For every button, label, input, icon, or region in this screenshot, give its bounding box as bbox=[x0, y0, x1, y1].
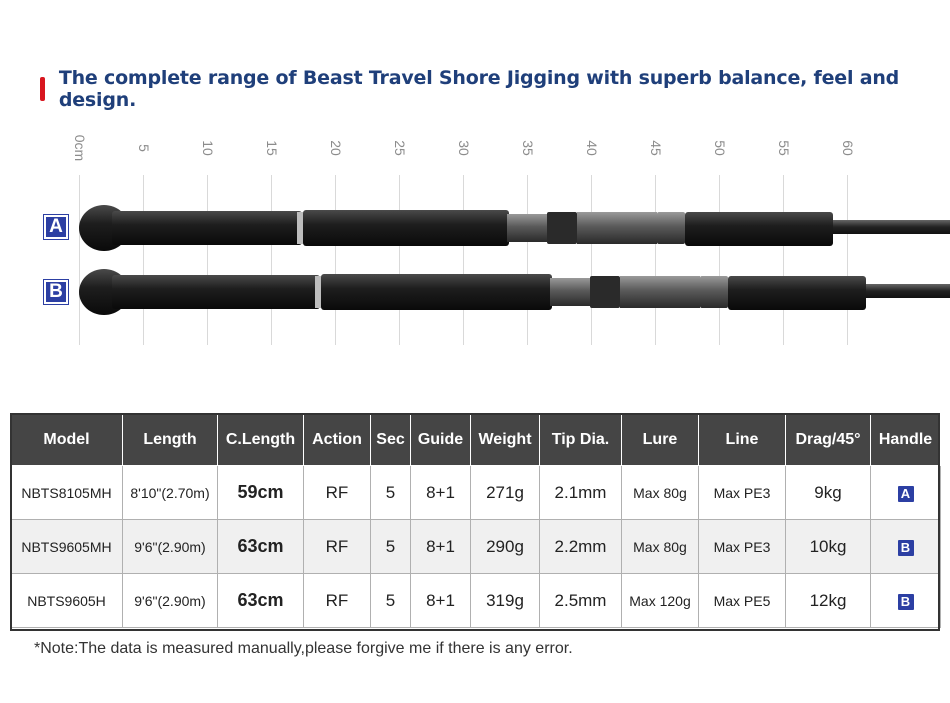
handle-badge: B bbox=[898, 594, 914, 610]
reel-seat-trigger bbox=[657, 212, 685, 244]
table-row bbox=[11, 574, 941, 628]
footnote: *Note:The data is measured manually,please forgive me if there is any error. bbox=[34, 640, 573, 657]
reel-seat-hood bbox=[577, 212, 657, 244]
rear-grip bbox=[112, 275, 320, 309]
cell-action: RF bbox=[304, 466, 371, 520]
cell-handle bbox=[871, 574, 941, 628]
mid-grip bbox=[321, 274, 552, 310]
ruler-tick: 35 bbox=[519, 140, 536, 156]
spec-table bbox=[10, 413, 941, 628]
rod-a-image bbox=[0, 200, 950, 256]
reel-seat-trigger bbox=[700, 276, 728, 308]
header-sec: Sec bbox=[371, 414, 411, 466]
handle-badge: B bbox=[898, 540, 914, 556]
cell-drag: 10kg bbox=[786, 520, 871, 574]
headline-text: The complete range of Beast Travel Shore Jigging with superb balance, feel and design. bbox=[58, 67, 900, 111]
ruler-tick: 0cm bbox=[71, 134, 88, 162]
mid-grip bbox=[303, 210, 509, 246]
cell-line: Max PE3 bbox=[699, 466, 786, 520]
cell-clength: 63cm bbox=[218, 520, 304, 574]
rear-grip bbox=[112, 211, 302, 245]
headline-accent-bar bbox=[40, 77, 45, 101]
cell-clength: 59cm bbox=[218, 466, 304, 520]
header-model: Model bbox=[11, 414, 123, 466]
cell-tip: 2.1mm bbox=[540, 466, 622, 520]
table-row bbox=[11, 466, 941, 520]
cell-weight: 290g bbox=[471, 520, 540, 574]
header-drag: Drag/45° bbox=[786, 414, 871, 466]
cell-model: NBTS8105MH bbox=[11, 466, 123, 520]
headline bbox=[40, 67, 950, 111]
rod-b-image bbox=[0, 264, 950, 320]
reel-seat bbox=[507, 214, 547, 242]
cell-length: 9'6"(2.90m) bbox=[123, 574, 218, 628]
ruler-tick: 30 bbox=[455, 140, 472, 156]
cell-line: Max PE3 bbox=[699, 520, 786, 574]
cell-action: RF bbox=[304, 574, 371, 628]
cell-clength: 63cm bbox=[218, 574, 304, 628]
reel-seat-nut bbox=[547, 212, 577, 244]
header-clength: C.Length bbox=[218, 414, 304, 466]
cell-model: NBTS9605MH bbox=[11, 520, 123, 574]
ruler-tick: 60 bbox=[839, 140, 856, 156]
header-lure: Lure bbox=[622, 414, 699, 466]
cell-guide: 8+1 bbox=[411, 520, 471, 574]
cell-guide: 8+1 bbox=[411, 574, 471, 628]
ruler-tick: 55 bbox=[775, 140, 792, 156]
cell-tip: 2.2mm bbox=[540, 520, 622, 574]
header-tip: Tip Dia. bbox=[540, 414, 622, 466]
grip-ring bbox=[297, 212, 303, 244]
cell-action: RF bbox=[304, 520, 371, 574]
cell-line: Max PE5 bbox=[699, 574, 786, 628]
fore-grip bbox=[728, 276, 866, 310]
header-guide: Guide bbox=[411, 414, 471, 466]
ruler-tick: 45 bbox=[647, 140, 664, 156]
table-header-row bbox=[11, 414, 941, 466]
rod-a-label: A bbox=[44, 215, 68, 239]
reel-seat bbox=[550, 278, 590, 306]
header-weight: Weight bbox=[471, 414, 540, 466]
cell-drag: 12kg bbox=[786, 574, 871, 628]
cell-model: NBTS9605H bbox=[11, 574, 123, 628]
cell-handle bbox=[871, 466, 941, 520]
cell-tip: 2.5mm bbox=[540, 574, 622, 628]
ruler-tick: 15 bbox=[263, 140, 280, 156]
cell-sec: 5 bbox=[371, 466, 411, 520]
cell-sec: 5 bbox=[371, 520, 411, 574]
cell-drag: 9kg bbox=[786, 466, 871, 520]
header-action: Action bbox=[304, 414, 371, 466]
grip-ring bbox=[315, 276, 321, 308]
cell-length: 9'6"(2.90m) bbox=[123, 520, 218, 574]
reel-seat-nut bbox=[590, 276, 620, 308]
ruler-tick: 40 bbox=[583, 140, 600, 156]
header-line: Line bbox=[699, 414, 786, 466]
cell-sec: 5 bbox=[371, 574, 411, 628]
cell-lure: Max 80g bbox=[622, 520, 699, 574]
ruler-tick: 20 bbox=[327, 140, 344, 156]
ruler-tick: 5 bbox=[135, 144, 152, 152]
cell-weight: 319g bbox=[471, 574, 540, 628]
cell-length: 8'10"(2.70m) bbox=[123, 466, 218, 520]
rod-b-label: B bbox=[44, 280, 68, 304]
header-length: Length bbox=[123, 414, 218, 466]
ruler-tick: 25 bbox=[391, 140, 408, 156]
handle-badge: A bbox=[898, 486, 914, 502]
fore-grip bbox=[685, 212, 833, 246]
ruler-tick: 10 bbox=[199, 140, 216, 156]
reel-seat-hood bbox=[620, 276, 700, 308]
ruler-tick: 50 bbox=[711, 140, 728, 156]
cell-guide: 8+1 bbox=[411, 466, 471, 520]
header-handle: Handle bbox=[871, 414, 941, 466]
rod-blank bbox=[866, 284, 950, 298]
cell-weight: 271g bbox=[471, 466, 540, 520]
rod-blank bbox=[833, 220, 950, 234]
cell-handle bbox=[871, 520, 941, 574]
cell-lure: Max 80g bbox=[622, 466, 699, 520]
cell-lure: Max 120g bbox=[622, 574, 699, 628]
table-row bbox=[11, 520, 941, 574]
